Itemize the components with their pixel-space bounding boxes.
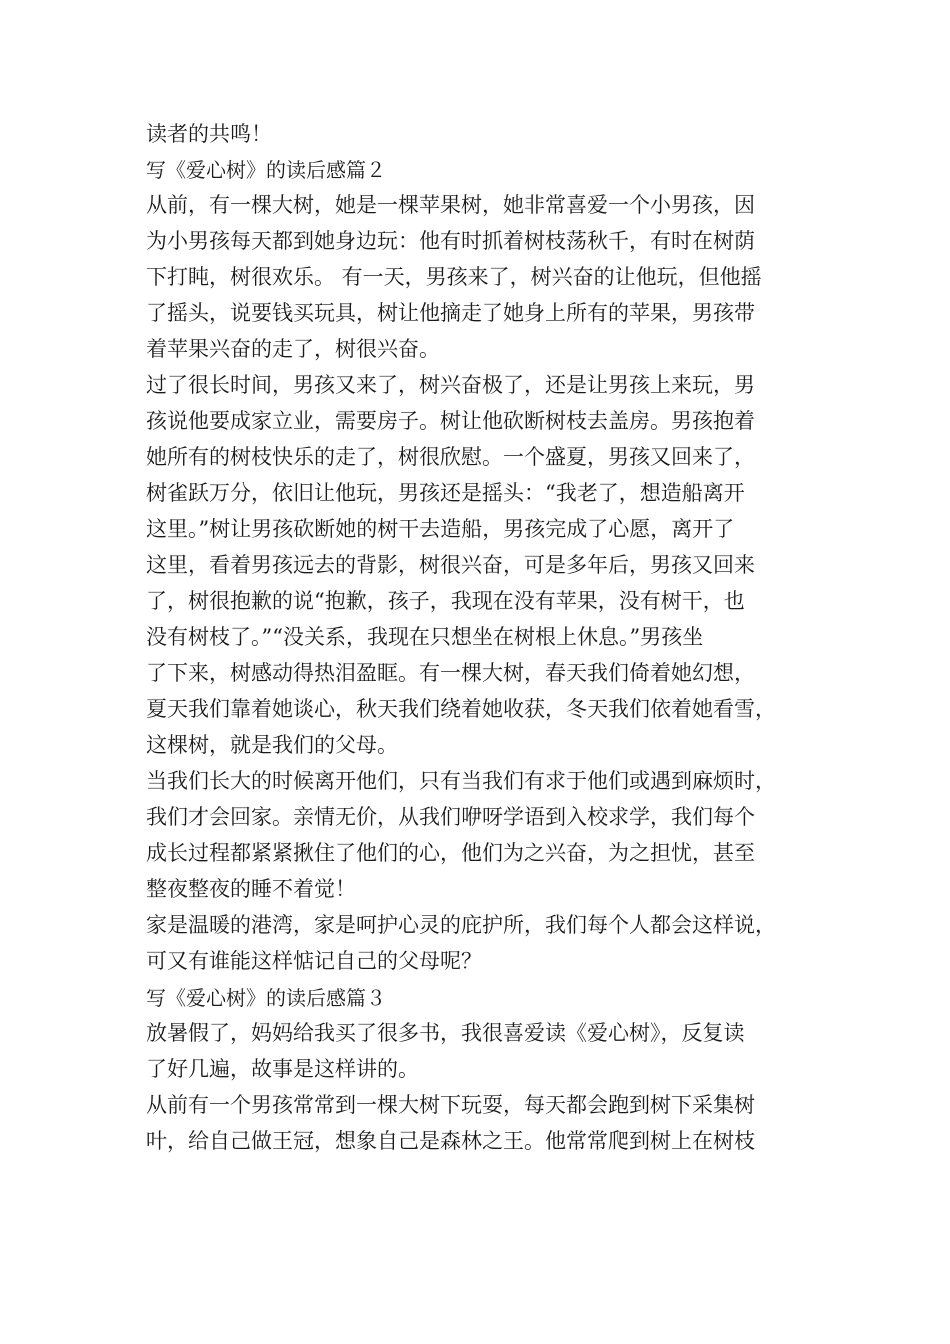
- text-line: 了，树很抱歉的说“抱歉，孩子，我现在没有苹果，没有树干，也: [146, 589, 745, 613]
- text-line: 从前，有一棵大树，她是一棵苹果树，她非常喜爱一个小男孩，因: [146, 193, 755, 217]
- text-line: 放暑假了，妈妈给我买了很多书，我很喜爱读《爱心树》，反复读: [146, 1021, 745, 1045]
- text-line: 成长过程都紧紧揪住了他们的心，他们为之兴奋，为之担忧，甚至: [146, 841, 755, 865]
- text-line: 这里。”树让男孩砍断她的树干去造船，男孩完成了心愿，离开了: [146, 517, 735, 541]
- text-line: 了摇头，说要钱买玩具，树让他摘走了她身上所有的苹果，男孩带: [146, 301, 755, 325]
- text-line: 了下来，树感动得热泪盈眶。有一棵大树，春天我们倚着她幻想，: [146, 661, 755, 685]
- text-line: 为小男孩每天都到她身边玩：他有时抓着树枝荡秋千，有时在树荫: [146, 229, 755, 253]
- text-line: 读者的共鸣！: [146, 122, 272, 146]
- text-line: 她所有的树枝快乐的走了，树很欣慰。一个盛夏，男孩又回来了，: [146, 445, 755, 469]
- text-line: 叶，给自己做王冠，想象自己是森林之王。他常常爬到树上在树枝: [146, 1129, 755, 1153]
- text-line: 当我们长大的时候离开他们，只有当我们有求于他们或遇到麻烦时，: [146, 769, 776, 793]
- section-heading: 写《爱心树》的读后感篇２: [146, 158, 386, 182]
- text-line: 可又有谁能这样惦记自己的父母呢？: [146, 949, 482, 973]
- text-line: 从前有一个男孩常常到一棵大树下玩耍，每天都会跑到树下采集树: [146, 1093, 755, 1117]
- text-line: 树雀跃万分，依旧让他玩，男孩还是摇头：“我老了，想造船离开: [146, 481, 745, 505]
- text-line: 我们才会回家。亲情无价，从我们咿呀学语到入校求学，我们每个: [146, 805, 755, 829]
- text-line: 整夜整夜的睡不着觉！: [146, 877, 356, 901]
- text-line: 家是温暖的港湾，家是呵护心灵的庇护所，我们每个人都会这样说，: [146, 913, 776, 937]
- text-line: 着苹果兴奋的走了，树很兴奋。: [146, 337, 440, 361]
- text-line: 这里，看着男孩远去的背影，树很兴奋，可是多年后，男孩又回来: [146, 553, 755, 577]
- text-line: 了好几遍，故事是这样讲的。: [146, 1057, 419, 1081]
- text-line: 下打盹，树很欢乐。 有一天，男孩来了，树兴奋的让他玩，但他摇: [146, 265, 762, 289]
- text-line: 夏天我们靠着她谈心，秋天我们绕着她收获，冬天我们依着她看雪，: [146, 697, 776, 721]
- text-line: 孩说他要成家立业，需要房子。树让他砍断树枝去盖房。男孩抱着: [146, 409, 755, 433]
- text-line: 这棵树，就是我们的父母。: [146, 733, 398, 757]
- text-line: 没有树枝了。”“没关系，我现在只想坐在树根上休息。”男孩坐: [146, 625, 704, 649]
- text-line: 过了很长时间，男孩又来了，树兴奋极了，还是让男孩上来玩，男: [146, 373, 755, 397]
- section-heading: 写《爱心树》的读后感篇３: [146, 986, 386, 1010]
